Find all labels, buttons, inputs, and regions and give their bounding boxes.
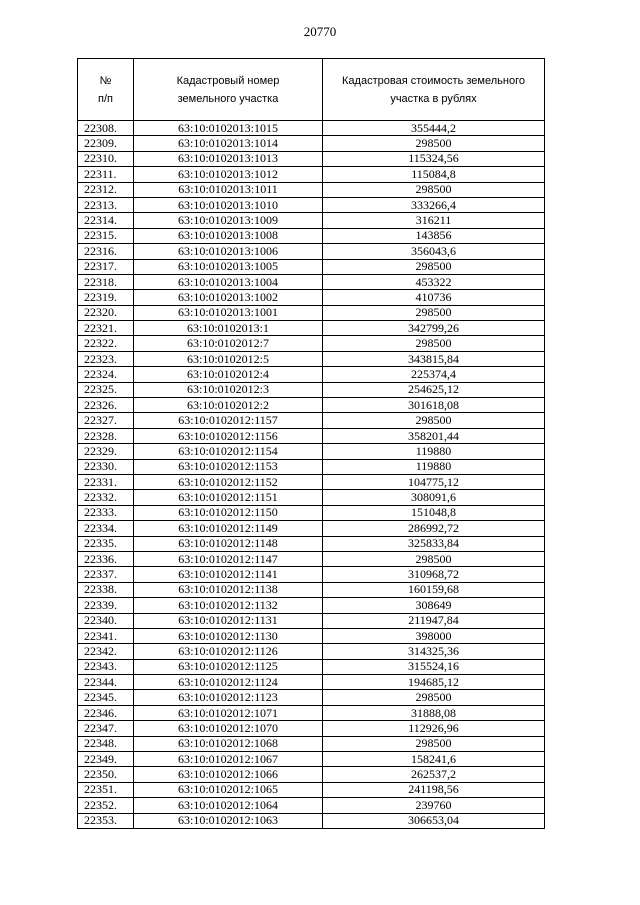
cadastral-value-cell: 115324,56 xyxy=(323,151,545,166)
cadastral-number-cell: 63:10:0102013:1009 xyxy=(134,213,323,228)
cadastral-number-cell: 63:10:0102012:1131 xyxy=(134,613,323,628)
row-number-cell: 22320. xyxy=(78,305,134,320)
table-row xyxy=(78,490,545,505)
cadastral-value-cell: 343815,84 xyxy=(323,351,545,366)
cadastral-number-cell: 63:10:0102012:3 xyxy=(134,382,323,397)
cadastral-number-cell: 63:10:0102012:1148 xyxy=(134,536,323,551)
row-number-cell: 22351. xyxy=(78,782,134,797)
row-number-cell: 22329. xyxy=(78,444,134,459)
table-row xyxy=(78,228,545,243)
row-number-cell: 22341. xyxy=(78,628,134,643)
table-row xyxy=(78,136,545,151)
header-row-number xyxy=(78,59,134,121)
row-number-cell: 22338. xyxy=(78,582,134,597)
table-row xyxy=(78,151,545,166)
cadastral-value-cell: 104775,12 xyxy=(323,474,545,489)
table-header-row xyxy=(78,59,545,121)
table-row xyxy=(78,474,545,489)
row-number-cell: 22330. xyxy=(78,459,134,474)
cadastral-number-cell: 63:10:0102012:1065 xyxy=(134,782,323,797)
cadastral-value-cell: 316211 xyxy=(323,213,545,228)
cadastral-number-cell: 63:10:0102012:5 xyxy=(134,351,323,366)
cadastral-value-cell: 112926,96 xyxy=(323,721,545,736)
cadastral-number-cell: 63:10:0102013:1005 xyxy=(134,259,323,274)
cadastral-number-cell: 63:10:0102012:1154 xyxy=(134,444,323,459)
cadastral-number-cell: 63:10:0102012:1066 xyxy=(134,767,323,782)
cadastral-number-cell: 63:10:0102012:1130 xyxy=(134,628,323,643)
row-number-cell: 22348. xyxy=(78,736,134,751)
table-row xyxy=(78,628,545,643)
row-number-cell: 22342. xyxy=(78,644,134,659)
cadastral-number-cell: 63:10:0102012:1070 xyxy=(134,721,323,736)
cadastral-number-cell: 63:10:0102012:7 xyxy=(134,336,323,351)
table-row xyxy=(78,259,545,274)
table-row xyxy=(78,336,545,351)
cadastral-number-cell: 63:10:0102012:1067 xyxy=(134,752,323,767)
cadastral-number-cell: 63:10:0102012:1123 xyxy=(134,690,323,705)
cadastral-value-cell: 298500 xyxy=(323,305,545,320)
row-number-cell: 22347. xyxy=(78,721,134,736)
cadastral-value-cell: 239760 xyxy=(323,798,545,813)
page-number: 20770 xyxy=(303,24,337,39)
row-number-cell: 22310. xyxy=(78,151,134,166)
row-number-cell: 22343. xyxy=(78,659,134,674)
cadastral-number-cell: 63:10:0102012:1138 xyxy=(134,582,323,597)
row-number-cell: 22328. xyxy=(78,428,134,443)
cadastral-number-cell: 63:10:0102012:1156 xyxy=(134,428,323,443)
cadastral-number-cell: 63:10:0102012:2 xyxy=(134,398,323,413)
table-row xyxy=(78,167,545,182)
cadastral-value-cell: 298500 xyxy=(323,336,545,351)
cadastral-value-cell: 314325,36 xyxy=(323,644,545,659)
table-row xyxy=(78,213,545,228)
row-number-cell: 22353. xyxy=(78,813,134,828)
cadastral-number-cell: 63:10:0102013:1008 xyxy=(134,228,323,243)
cadastral-value-cell: 358201,44 xyxy=(323,428,545,443)
table-row xyxy=(78,721,545,736)
row-number-cell: 22331. xyxy=(78,474,134,489)
row-number-cell: 22325. xyxy=(78,382,134,397)
cadastral-number-cell: 63:10:0102013:1006 xyxy=(134,244,323,259)
cadastral-number-cell: 63:10:0102013:1015 xyxy=(134,121,323,136)
table-row xyxy=(78,351,545,366)
row-number-cell: 22326. xyxy=(78,398,134,413)
table-row xyxy=(78,321,545,336)
table-row xyxy=(78,413,545,428)
table-row xyxy=(78,182,545,197)
cadastral-number-cell: 63:10:0102012:1124 xyxy=(134,675,323,690)
table-row xyxy=(78,290,545,305)
cadastral-number-cell: 63:10:0102012:1071 xyxy=(134,705,323,720)
cadastral-number-cell: 63:10:0102012:1153 xyxy=(134,459,323,474)
row-number-cell: 22323. xyxy=(78,351,134,366)
cadastral-value-cell: 308649 xyxy=(323,598,545,613)
cadastral-value-cell: 301618,08 xyxy=(323,398,545,413)
row-number-cell: 22340. xyxy=(78,613,134,628)
table-row xyxy=(78,798,545,813)
cadastral-value-cell: 225374,4 xyxy=(323,367,545,382)
row-number-cell: 22333. xyxy=(78,505,134,520)
table-row xyxy=(78,705,545,720)
cadastral-value-cell: 115084,8 xyxy=(323,167,545,182)
table-row xyxy=(78,536,545,551)
cadastral-number-cell: 63:10:0102013:1012 xyxy=(134,167,323,182)
cadastral-value-cell: 355444,2 xyxy=(323,121,545,136)
row-number-cell: 22344. xyxy=(78,675,134,690)
cadastral-value-cell: 298500 xyxy=(323,551,545,566)
cadastral-value-cell: 306653,04 xyxy=(323,813,545,828)
cadastral-value-cell: 194685,12 xyxy=(323,675,545,690)
row-number-cell: 22346. xyxy=(78,705,134,720)
table-row xyxy=(78,459,545,474)
table-body xyxy=(78,121,545,829)
cadastral-value-cell: 342799,26 xyxy=(323,321,545,336)
row-number-cell: 22314. xyxy=(78,213,134,228)
cadastral-value-cell: 119880 xyxy=(323,459,545,474)
row-number-cell: 22324. xyxy=(78,367,134,382)
table-row xyxy=(78,367,545,382)
row-number-cell: 22315. xyxy=(78,228,134,243)
cadastral-value-cell: 325833,84 xyxy=(323,536,545,551)
row-number-cell: 22339. xyxy=(78,598,134,613)
table-row xyxy=(78,644,545,659)
cadastral-value-cell: 211947,84 xyxy=(323,613,545,628)
table-row xyxy=(78,274,545,289)
table-row xyxy=(78,567,545,582)
cadastral-number-cell: 63:10:0102013:1 xyxy=(134,321,323,336)
cadastral-value-cell: 298500 xyxy=(323,413,545,428)
cadastral-number-cell: 63:10:0102012:1125 xyxy=(134,659,323,674)
row-number-cell: 22349. xyxy=(78,752,134,767)
row-number-cell: 22313. xyxy=(78,197,134,212)
header-row-number-label: № п/п xyxy=(98,74,113,105)
cadastral-value-cell: 310968,72 xyxy=(323,567,545,582)
row-number-cell: 22312. xyxy=(78,182,134,197)
table-row xyxy=(78,782,545,797)
table-row xyxy=(78,752,545,767)
table-row xyxy=(78,767,545,782)
row-number-cell: 22319. xyxy=(78,290,134,305)
cadastral-number-cell: 63:10:0102012:1152 xyxy=(134,474,323,489)
cadastral-number-cell: 63:10:0102013:1011 xyxy=(134,182,323,197)
table-row xyxy=(78,305,545,320)
cadastral-value-cell: 333266,4 xyxy=(323,197,545,212)
table-row xyxy=(78,659,545,674)
row-number-cell: 22334. xyxy=(78,521,134,536)
table-row xyxy=(78,613,545,628)
header-cadastral-number xyxy=(134,59,323,121)
cadastral-value-cell: 398000 xyxy=(323,628,545,643)
table-row xyxy=(78,382,545,397)
row-number-cell: 22318. xyxy=(78,274,134,289)
cadastral-value-cell: 298500 xyxy=(323,736,545,751)
table-row xyxy=(78,244,545,259)
cadastral-number-cell: 63:10:0102012:1150 xyxy=(134,505,323,520)
cadastral-number-cell: 63:10:0102013:1010 xyxy=(134,197,323,212)
cadastral-number-cell: 63:10:0102012:4 xyxy=(134,367,323,382)
cadastral-value-cell: 298500 xyxy=(323,259,545,274)
row-number-cell: 22332. xyxy=(78,490,134,505)
cadastral-value-cell: 262537,2 xyxy=(323,767,545,782)
table-row xyxy=(78,521,545,536)
row-number-cell: 22311. xyxy=(78,167,134,182)
cadastral-value-cell: 119880 xyxy=(323,444,545,459)
cadastral-value-cell: 286992,72 xyxy=(323,521,545,536)
table-row xyxy=(78,813,545,828)
table-row xyxy=(78,582,545,597)
cadastral-value-cell: 151048,8 xyxy=(323,505,545,520)
row-number-cell: 22322. xyxy=(78,336,134,351)
header-cadastral-value xyxy=(323,59,545,121)
cadastral-number-cell: 63:10:0102013:1014 xyxy=(134,136,323,151)
table-row xyxy=(78,444,545,459)
cadastral-value-cell: 158241,6 xyxy=(323,752,545,767)
row-number-cell: 22337. xyxy=(78,567,134,582)
row-number-cell: 22336. xyxy=(78,551,134,566)
row-number-cell: 22350. xyxy=(78,767,134,782)
cadastral-value-cell: 298500 xyxy=(323,182,545,197)
table-row xyxy=(78,690,545,705)
cadastral-value-cell: 254625,12 xyxy=(323,382,545,397)
cadastral-value-cell: 31888,08 xyxy=(323,705,545,720)
cadastral-number-cell: 63:10:0102013:1013 xyxy=(134,151,323,166)
cadastral-number-cell: 63:10:0102012:1157 xyxy=(134,413,323,428)
cadastral-number-cell: 63:10:0102012:1141 xyxy=(134,567,323,582)
cadastral-number-cell: 63:10:0102012:1064 xyxy=(134,798,323,813)
table-row xyxy=(78,398,545,413)
cadastral-value-cell: 410736 xyxy=(323,290,545,305)
cadastral-number-cell: 63:10:0102013:1001 xyxy=(134,305,323,320)
row-number-cell: 22317. xyxy=(78,259,134,274)
row-number-cell: 22321. xyxy=(78,321,134,336)
cadastral-value-cell: 241198,56 xyxy=(323,782,545,797)
cadastral-number-cell: 63:10:0102013:1004 xyxy=(134,274,323,289)
row-number-cell: 22335. xyxy=(78,536,134,551)
table-row xyxy=(78,197,545,212)
cadastral-value-cell: 315524,16 xyxy=(323,659,545,674)
header-cadastral-number-label: Кадастровый номер земельного участка xyxy=(176,74,280,105)
cadastral-number-cell: 63:10:0102012:1147 xyxy=(134,551,323,566)
table-row xyxy=(78,675,545,690)
row-number-cell: 22345. xyxy=(78,690,134,705)
cadastral-value-cell: 298500 xyxy=(323,136,545,151)
cadastral-value-cell: 143856 xyxy=(323,228,545,243)
cadastral-value-cell: 453322 xyxy=(323,274,545,289)
cadastral-value-cell: 298500 xyxy=(323,690,545,705)
cadastral-value-table xyxy=(77,58,545,829)
table-row xyxy=(78,121,545,136)
table-row xyxy=(78,551,545,566)
table-row xyxy=(78,598,545,613)
cadastral-value-cell: 356043,6 xyxy=(323,244,545,259)
table-row xyxy=(78,428,545,443)
cadastral-number-cell: 63:10:0102013:1002 xyxy=(134,290,323,305)
row-number-cell: 22309. xyxy=(78,136,134,151)
header-cadastral-value-label: Кадастровая стоимость земельного участка в рублях xyxy=(342,74,525,105)
cadastral-number-cell: 63:10:0102012:1149 xyxy=(134,521,323,536)
row-number-cell: 22352. xyxy=(78,798,134,813)
cadastral-value-cell: 160159,68 xyxy=(323,582,545,597)
cadastral-number-cell: 63:10:0102012:1126 xyxy=(134,644,323,659)
row-number-cell: 22316. xyxy=(78,244,134,259)
row-number-cell: 22327. xyxy=(78,413,134,428)
table-row xyxy=(78,736,545,751)
cadastral-number-cell: 63:10:0102012:1063 xyxy=(134,813,323,828)
cadastral-value-cell: 308091,6 xyxy=(323,490,545,505)
cadastral-number-cell: 63:10:0102012:1132 xyxy=(134,598,323,613)
cadastral-number-cell: 63:10:0102012:1151 xyxy=(134,490,323,505)
table-row xyxy=(78,505,545,520)
cadastral-number-cell: 63:10:0102012:1068 xyxy=(134,736,323,751)
row-number-cell: 22308. xyxy=(78,121,134,136)
